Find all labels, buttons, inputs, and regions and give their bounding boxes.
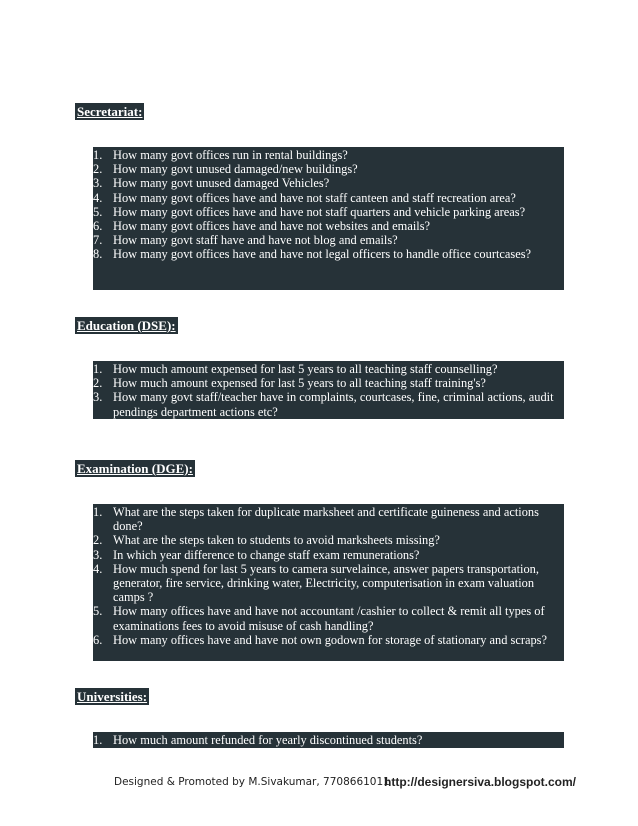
item-number: 3.: [93, 390, 103, 405]
item-text: How many govt offices have and have not websites and emails?: [113, 219, 431, 234]
item-number: 5.: [93, 604, 103, 619]
item-text: How many govt staff/teacher have in complaints, courtcases, fine, criminal actions, audit pendings department actions etc?: [113, 390, 554, 419]
section-heading-universities: Universities:: [77, 689, 148, 704]
item-text: How many govt unused damaged Vehicles?: [113, 176, 330, 191]
list-item: [93, 176, 564, 190]
list-item: [93, 733, 564, 747]
item-number: 3.: [93, 547, 103, 562]
section-heading-examination: Examination (DGE):: [77, 461, 193, 476]
item-text: In which year difference to change staff exam remunerations?: [113, 547, 420, 562]
item-text: What are the steps taken to students to avoid marksheets missing?: [113, 533, 440, 548]
list-item: [93, 604, 564, 632]
page-footer: [0, 774, 638, 790]
item-number: 6.: [93, 632, 103, 647]
section-heading-education: Education (DSE):: [77, 318, 176, 333]
item-text: How many offices have and have not accountant /cashier to collect & remit all types of examinations fees to avoid misuse of cash handling?: [113, 604, 545, 633]
list-item: [93, 148, 564, 162]
item-number: 2.: [93, 533, 103, 548]
list-item: [93, 533, 564, 547]
item-number: 2.: [93, 162, 103, 177]
item-number: 7.: [93, 233, 103, 248]
list-item: [93, 162, 564, 176]
item-number: 2.: [93, 376, 103, 391]
item-text: What are the steps taken for duplicate marksheet and certificate guineness and actions done?: [113, 505, 539, 534]
list-item: [93, 191, 564, 205]
list-item: [93, 562, 564, 605]
list-item: [93, 205, 564, 219]
item-number: 3.: [93, 176, 103, 191]
item-text: How many offices have and have not own godown for storage of stationary and scraps?: [113, 632, 548, 647]
item-text: How much amount refunded for yearly discontinued students?: [113, 733, 423, 747]
question-list-education: [93, 361, 564, 419]
item-number: 8.: [93, 247, 103, 262]
item-text: How much amount expensed for last 5 years to all teaching staff training's?: [113, 376, 486, 391]
list-item: [93, 390, 564, 418]
item-text: How many govt staff have and have not blog and emails?: [113, 233, 398, 248]
item-number: 5.: [93, 204, 103, 219]
item-number: 1.: [93, 505, 103, 519]
question-list-universities: [93, 732, 564, 748]
item-text: How many govt offices run in rental buildings?: [113, 148, 348, 162]
list-item: [93, 376, 564, 390]
footer-credit: Designed & Promoted by M.Sivakumar, 7708661011: [114, 776, 390, 788]
list-item: [93, 548, 564, 562]
list-item: [93, 362, 564, 376]
item-text: How much spend for last 5 years to camera survelaince, answer papers transportation, generator, fire service, drinking water, Electricity, computerisation in exam valuation camps ?: [113, 561, 539, 605]
item-text: How many govt offices have and have not legal officers to handle office courtcases?: [113, 247, 532, 262]
item-text: How many govt offices have and have not staff quarters and vehicle parking areas?: [113, 204, 526, 219]
item-number: 1.: [93, 733, 103, 747]
item-number: 4.: [93, 190, 103, 205]
question-list-examination: [93, 504, 564, 661]
item-number: 1.: [93, 148, 103, 162]
list-item: [93, 233, 564, 247]
list-item: [93, 633, 564, 647]
item-text: How many govt unused damaged/new buildings?: [113, 162, 358, 177]
list-item: [93, 505, 564, 533]
item-text: How much amount expensed for last 5 years to all teaching staff counselling?: [113, 362, 498, 376]
item-number: 4.: [93, 561, 103, 576]
item-text: How many govt offices have and have not staff canteen and staff recreation area?: [113, 190, 516, 205]
item-number: 6.: [93, 219, 103, 234]
question-list-secretariat: [93, 147, 564, 290]
list-item: [93, 219, 564, 233]
item-number: 1.: [93, 362, 103, 376]
section-heading-secretariat: Secretariat:: [77, 104, 143, 119]
footer-url-link[interactable]: http://designersiva.blogspot.com/: [384, 775, 577, 789]
list-item: [93, 247, 564, 261]
